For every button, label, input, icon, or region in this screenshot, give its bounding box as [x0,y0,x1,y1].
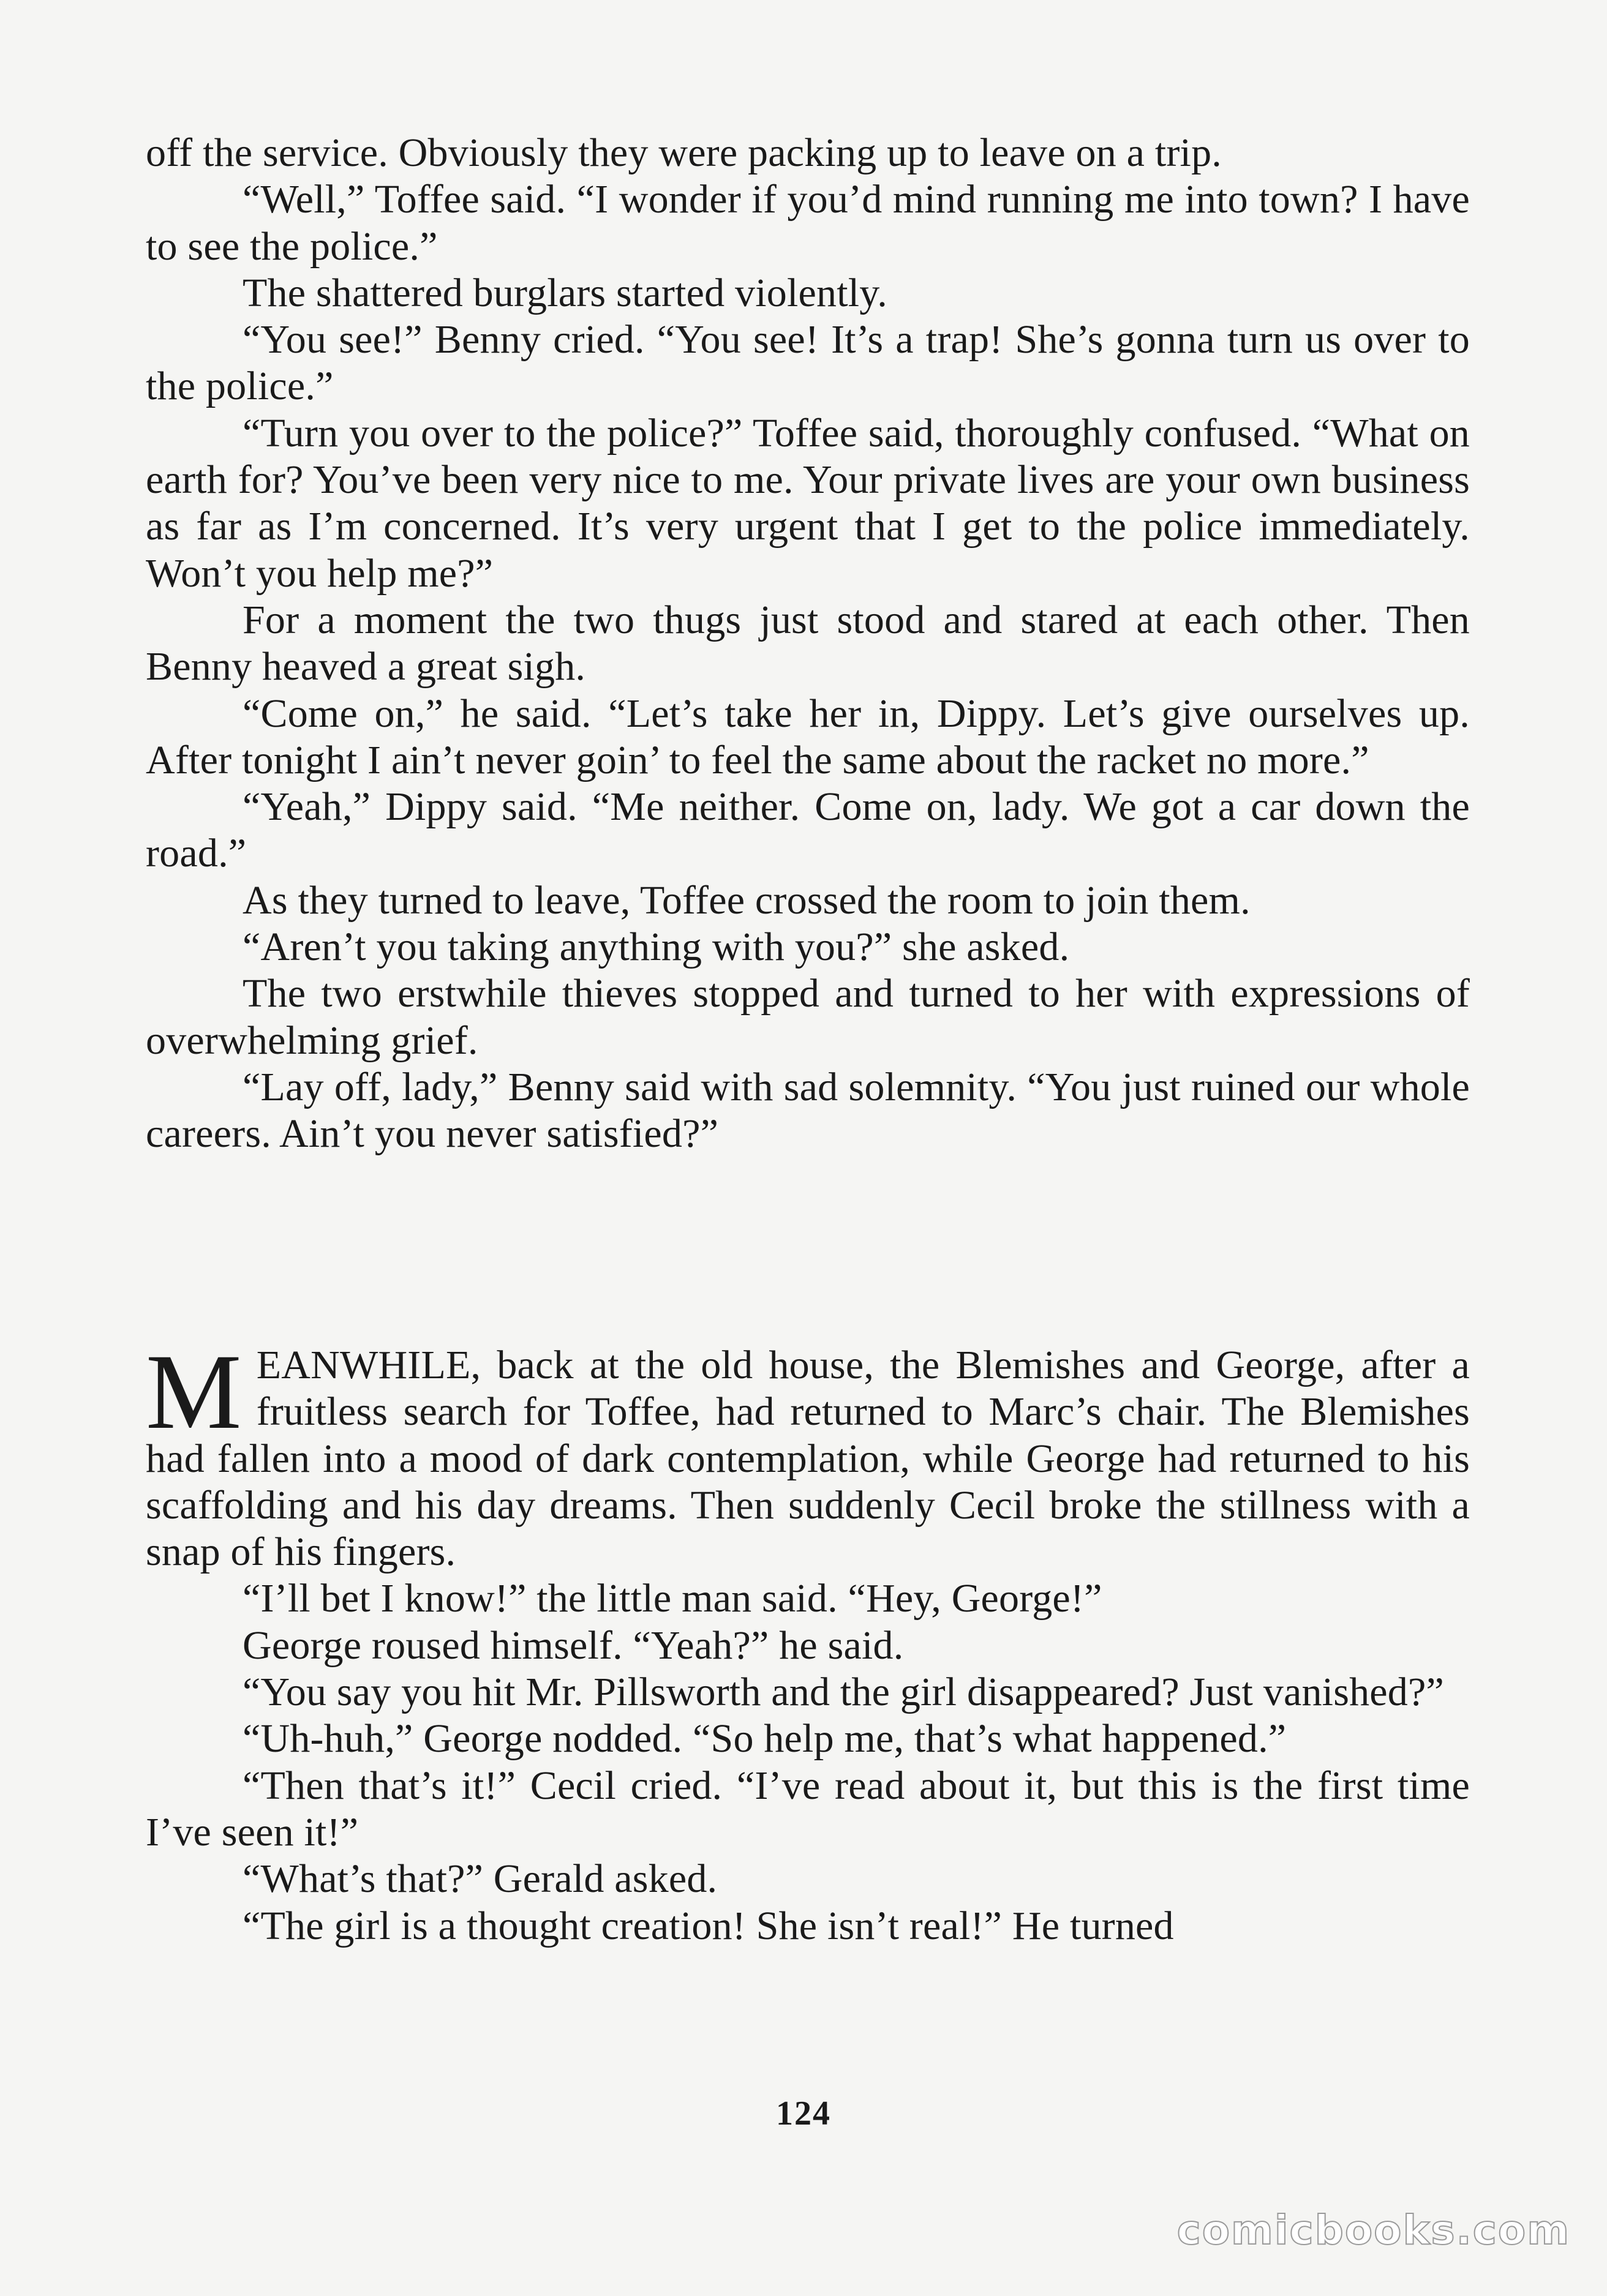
paragraph: “The girl is a thought creation! She isn’t real!” He turned [243,1903,1174,1948]
paragraph: “Aren’t you taking anything with you?” she asked. [243,925,1070,970]
paragraph: “Lay off, lady,” Benny said with sad solemnity. “You just ruined our whole careers. Ain’t you never satisfied?” [146,1064,1470,1157]
paragraph: “Uh-huh,” George nodded. “So help me, that’s what happened.” [243,1716,1287,1761]
paragraph: “Yeah,” Dippy said. “Me neither. Come on, lady. We got a car down the road.” [146,784,1470,876]
paragraph: The two erstwhile thieves stopped and turned to her with expressions of overwhelming grief. [146,971,1470,1063]
page-number: 124 [776,2095,831,2133]
dropcap-paragraph [146,1332,1470,1575]
dropcap-paragraph-text: EANWHILE, back at the old house, the Blemishes and George, after a fruitless search for Toffee, had returned to Marc’s chair. The Blemishes had fallen into a mood of dark contemplation, while George had returned to his scaffolding and his day dreams. Then suddenly Cecil broke the stillness with a snap of his fingers. [146,1343,1470,1575]
paragraph: “Then that’s it!” Cecil cried. “I’ve read about it, but this is the first time I’ve seen it!” [146,1763,1470,1855]
paragraph: off the service. Obviously they were packing up to leave on a trip. [146,130,1222,175]
paragraph: For a moment the two thugs just stood and stared at each other. Then Benny heaved a great sigh. [146,597,1470,689]
paragraph: “I’ll bet I know!” the little man said. “Hey, George!” [243,1576,1102,1621]
paragraph: George roused himself. “Yeah?” he said. [243,1623,904,1668]
paragraph: “You say you hit Mr. Pillsworth and the girl disappeared? Just vanished?” [243,1670,1444,1715]
drop-cap: M [146,1332,242,1452]
text-section-1 [146,130,1470,1158]
paragraph: The shattered burglars started violently. [243,270,887,315]
paragraph: “What’s that?” Gerald asked. [243,1856,718,1902]
paragraph: As they turned to leave, Toffee crossed the room to join them. [243,877,1251,923]
paragraph: “Turn you over to the police?” Toffee said, thoroughly confused. “What on earth for? You’ve been very nice to me. Your private lives are your own business as far as I’m concerned. It’s very urgent that I get to the police immediately. Won’t you help me?” [146,410,1470,596]
text-section-2 [146,1332,1470,1949]
paragraph: “Well,” Toffee said. “I wonder if you’d mind running me into town? I have to see the police.” [146,177,1470,269]
paragraph: “Come on,” he said. “Let’s take her in, Dippy. Let’s give ourselves up. After tonight I ain’t never goin’ to feel the same about the racket no more.” [146,691,1470,782]
watermark: comicbooks.com [1176,2207,1570,2254]
paragraph: “You see!” Benny cried. “You see! It’s a trap! She’s gonna turn us over to the police.” [146,317,1470,409]
